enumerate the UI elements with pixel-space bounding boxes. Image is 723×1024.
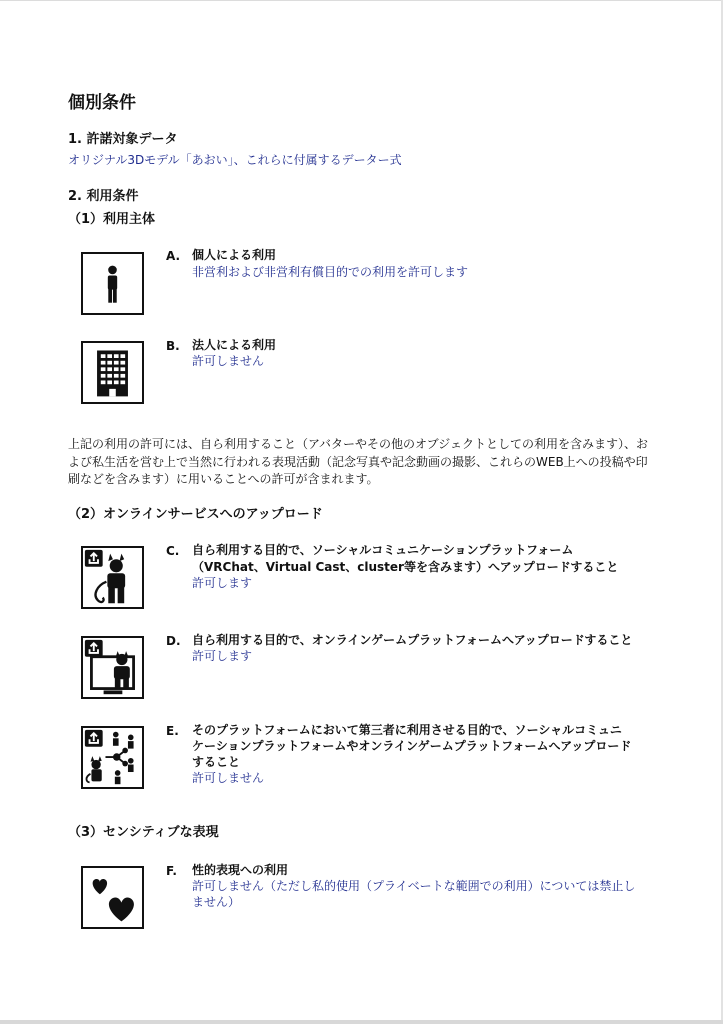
item-permission: 許可します xyxy=(192,649,253,663)
avatar-upload-icon xyxy=(81,546,144,609)
item-title: すること xyxy=(192,755,241,769)
item-letter: B. xyxy=(166,339,180,353)
item-title: （VRChat、Virtual Cast、cluster等を含みます）へアップロードすること xyxy=(192,560,619,574)
item-title: 自ら利用する目的で、オンラインゲームプラットフォームへアップロードすること xyxy=(192,633,633,647)
page-title: 個別条件 xyxy=(68,93,136,113)
item-title: ケーションプラットフォームやオンラインゲームプラットフォームへアップロード xyxy=(192,739,632,753)
licensed-data-value: オリジナル3Dモデル「あおい」、これらに付属するデーター式 xyxy=(68,153,402,167)
hearts-icon xyxy=(81,866,144,929)
item-permission: 許可します xyxy=(192,576,253,590)
item-permission: 許可しません xyxy=(192,771,265,785)
person-icon xyxy=(81,252,144,315)
item-letter: F. xyxy=(166,864,177,878)
usage-note-paragraph: 上記の利用の許可には、自ら利用すること（アバターやその他のオブジェクトとしての利用を含みます）、および私生活を営む上で当然に行われる表現活動（記念写真や記念動画の撮影、これらのWEB上への投稿や印刷などを含みます）に用いることへの許可が含まれます。 xyxy=(68,437,648,486)
share-upload-icon xyxy=(81,726,144,789)
item-letter: D. xyxy=(166,634,181,648)
section-heading-2: 2. 利用条件 xyxy=(68,189,139,204)
item-letter: A. xyxy=(166,249,181,263)
item-permission: 許可しません xyxy=(192,354,265,368)
item-title: 法人による利用 xyxy=(192,338,277,352)
item-title: 個人による利用 xyxy=(192,248,277,262)
building-icon xyxy=(81,341,144,404)
subsection-sensitive-expression: （3）センシティブな表現 xyxy=(68,825,219,840)
item-permission: 許可しません（ただし私的使用（プライベートな範囲での利用）については禁止し xyxy=(192,879,636,893)
item-letter: C. xyxy=(166,544,180,558)
section-heading-1: 1. 許諾対象データ xyxy=(68,132,178,147)
item-permission: 非営利および非営利有償目的での利用を許可します xyxy=(192,265,469,279)
subsection-usage-subject: （1）利用主体 xyxy=(68,212,156,227)
item-title: 自ら利用する目的で、ソーシャルコミュニケーションプラットフォーム xyxy=(192,543,574,557)
item-permission: ません） xyxy=(192,895,241,909)
item-title: そのプラットフォームにおいて第三者に利用させる目的で、ソーシャルコミュニ xyxy=(192,723,622,737)
item-title: 性的表現への利用 xyxy=(192,863,289,877)
subsection-online-upload: （2）オンラインサービスへのアップロード xyxy=(68,507,323,522)
page-edge xyxy=(0,1020,723,1024)
game-upload-icon xyxy=(81,636,144,699)
page-edge xyxy=(0,0,723,1)
item-letter: E. xyxy=(166,724,179,738)
